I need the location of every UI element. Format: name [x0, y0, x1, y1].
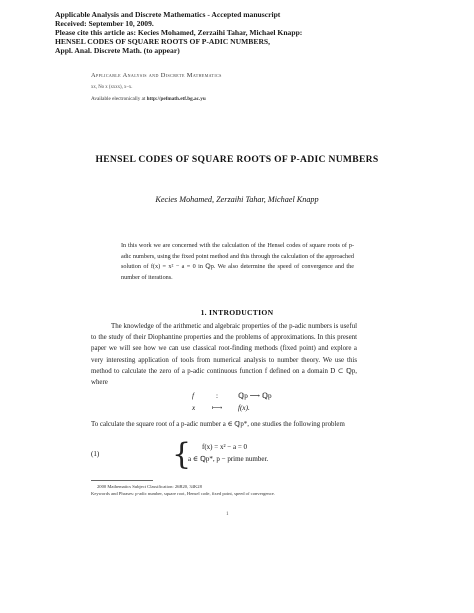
system-line-1: f(x) = x² − a = 0: [202, 443, 248, 451]
map-domain: ℚp ⟶ ℚp: [238, 392, 272, 400]
footnote-msc: 2000 Mathematics Subject Classification: 26B20, 34K28: [97, 484, 202, 489]
header-line: HENSEL CODES OF SQUARE ROOTS OF P-ADIC NUMBERS,: [55, 37, 271, 46]
header-line: Received: September 10, 2009.: [55, 19, 154, 28]
availability-line: [91, 96, 206, 102]
footnote-keywords: Keywords and Phrases: p-adic number, square root, Hensel code, fixed point, speed of convergence.: [91, 491, 275, 496]
problem-intro: To calculate the square root of a p-adic number a ∈ ℚp*, one studies the following problem: [91, 421, 345, 428]
section-heading: 1. INTRODUCTION: [200, 308, 274, 317]
equation-system: [188, 442, 268, 465]
intro-paragraph-text: The knowledge of the arithmetic and algebraic properties of the p-adic numbers is useful to the study of their Diophantine properties and the problems of approximations. In this present paper we will see how we can use classical root-finding methods (fixed point) and explore a very interesting application of tools from numerical analysis to number theory. We use this method to calculate the zero of a p-adic continuous function f defined on a domain D ⊂ ℚp, where: [91, 323, 357, 387]
map-f: f: [192, 392, 194, 400]
map-x: x: [192, 404, 196, 412]
journal-issue: xx, No x (xxxx), x–x.: [91, 85, 133, 90]
footnotes: [91, 483, 371, 497]
journal-name: Applicable Analysis and Discrete Mathematics: [91, 72, 222, 79]
map-fx: f(x).: [238, 404, 250, 412]
intro-paragraph: [91, 321, 357, 388]
paper-title: HENSEL CODES OF SQUARE ROOTS OF P-ADIC NUMBERS: [95, 154, 379, 165]
abstract: In this work we are concerned with the calculation of the Hensel codes of square roots of p-adic numbers, using the fixed point method and this through the calculation of the approached solution of f(x) = x² − a = 0 in ℚp. We also determine the speed of convergence and the number of iterations.: [121, 242, 354, 281]
footnote-rule: [91, 480, 153, 481]
map-arrow: ⟼: [212, 404, 223, 412]
header-line: Please cite this article as: Kecies Mohamed, Zerzaihi Tahar, Michael Knapp:: [55, 28, 303, 37]
header-line: Appl. Anal. Discrete Math. (to appear): [55, 46, 180, 55]
availability-prefix: Available electronically at: [91, 96, 147, 102]
header-line: Applicable Analysis and Discrete Mathematics - Accepted manuscript: [55, 10, 281, 19]
brace-symbol: {: [172, 437, 192, 472]
page-number: 1: [226, 511, 229, 517]
equation-number: (1): [91, 450, 100, 458]
map-colon: :: [216, 392, 218, 400]
paper-authors: Kecies Mohamed, Zerzaihi Tahar, Michael Knapp: [155, 195, 319, 204]
journal-url-link[interactable]: http://pefmath.etf.bg.ac.yu: [146, 96, 206, 102]
manuscript-header: [55, 10, 355, 55]
system-line-2: a ∈ ℚp*, p − prime number.: [188, 454, 269, 463]
